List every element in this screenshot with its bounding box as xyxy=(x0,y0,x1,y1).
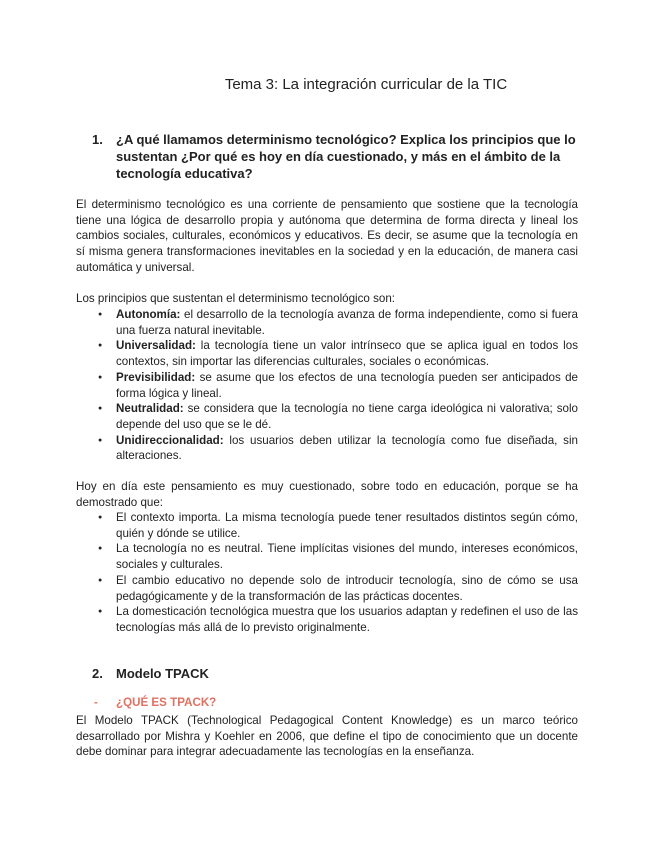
question-1-heading xyxy=(76,131,578,182)
term: Previsibilidad: xyxy=(116,370,196,384)
paragraph-definition: El determinismo tecnológico es una corriente de pensamiento que sostiene que la tecnología tiene una lógica de desarrollo propia y autónoma que determina de forma directa y lineal los cambios sociales, culturales, económicos y educativos. Es decir, se asume que la tecnología en sí misma genera transformaciones inevitables en la sociedad y en la educación, de manera casi automática y universal. xyxy=(76,198,578,274)
reasons-list xyxy=(76,510,578,636)
list-item xyxy=(76,401,578,432)
term: Autonomía: xyxy=(116,308,181,321)
subheading-text: ¿QUÉ ES TPACK? xyxy=(116,696,217,709)
heading-text: Modelo TPACK xyxy=(116,666,209,681)
term: Neutralidad: xyxy=(116,402,184,416)
list-item xyxy=(76,433,578,464)
description: el desarrollo de la tecnología avanza de forma independiente, como si fuera una fuerza natural inevitable. xyxy=(116,308,578,337)
heading-number: 1. xyxy=(92,132,103,147)
list-item: ● La domesticación tecnológica muestra que los usuarios adaptan y redefinen el uso de las tecnologías más allá de lo previsto originalmente. xyxy=(76,604,578,635)
paragraph-criticism: Hoy en día este pensamiento es muy cuestionado, sobre todo en educación, porque se ha demostrado que: xyxy=(76,480,578,509)
description: se asume que los efectos de una tecnología pueden ser anticipados de forma lógica y lineal. xyxy=(116,370,578,400)
list-item: ● La tecnología no es neutral. Tiene implícitas visiones del mundo, intereses económicos, sociales y culturales. xyxy=(76,541,578,572)
question-2-heading xyxy=(76,665,578,682)
description: la tecnología tiene un valor intrínseco que se aplica igual en todos los contextos, sin importar las diferencias culturales, sociales o económicas. xyxy=(116,339,578,369)
heading-number: 2. xyxy=(92,666,103,681)
list-item xyxy=(76,370,578,401)
dash-bullet: - xyxy=(94,696,98,709)
paragraph-tpack: El Modelo TPACK (Technological Pedagogical Content Knowledge) es un marco teórico desarrollado por Mishra y Koehler en 2006, que define el tipo de conocimiento que un docente debe dominar para integrar adecuadamente las tecnologías en la enseñanza. xyxy=(76,714,578,759)
term: Universalidad: xyxy=(116,339,196,353)
heading-text: ¿A qué llamamos determinismo tecnológico? Explica los principios que lo sustentan ¿Por qué es hoy en día cuestionado, y más en el ámbito de la tecnología educativa? xyxy=(116,132,576,181)
paragraph-principles-intro: Los principios que sustentan el determinismo tecnológico son: xyxy=(76,292,396,305)
list-item xyxy=(76,338,578,369)
list-item: ● El contexto importa. La misma tecnología puede tener resultados distintos según cómo, quién y dónde se utilice. xyxy=(76,510,578,541)
list-item: ● El cambio educativo no depende solo de introducir tecnología, sino de cómo se usa pedagógicamente y de la transformación de las prácticas docentes. xyxy=(76,573,578,604)
list-item xyxy=(76,307,578,338)
description: se considera que la tecnología no tiene carga ideológica ni valorativa; solo depende del uso que se le dé. xyxy=(116,402,578,431)
subheading-what-is-tpack xyxy=(76,696,216,709)
description: los usuarios deben utilizar la tecnología como fue diseñada, sin alteraciones. xyxy=(116,433,578,463)
document-title: Tema 3: La integración curricular de la TIC xyxy=(224,76,508,93)
term: Unidireccionalidad: xyxy=(116,433,224,447)
principles-list xyxy=(76,307,578,464)
